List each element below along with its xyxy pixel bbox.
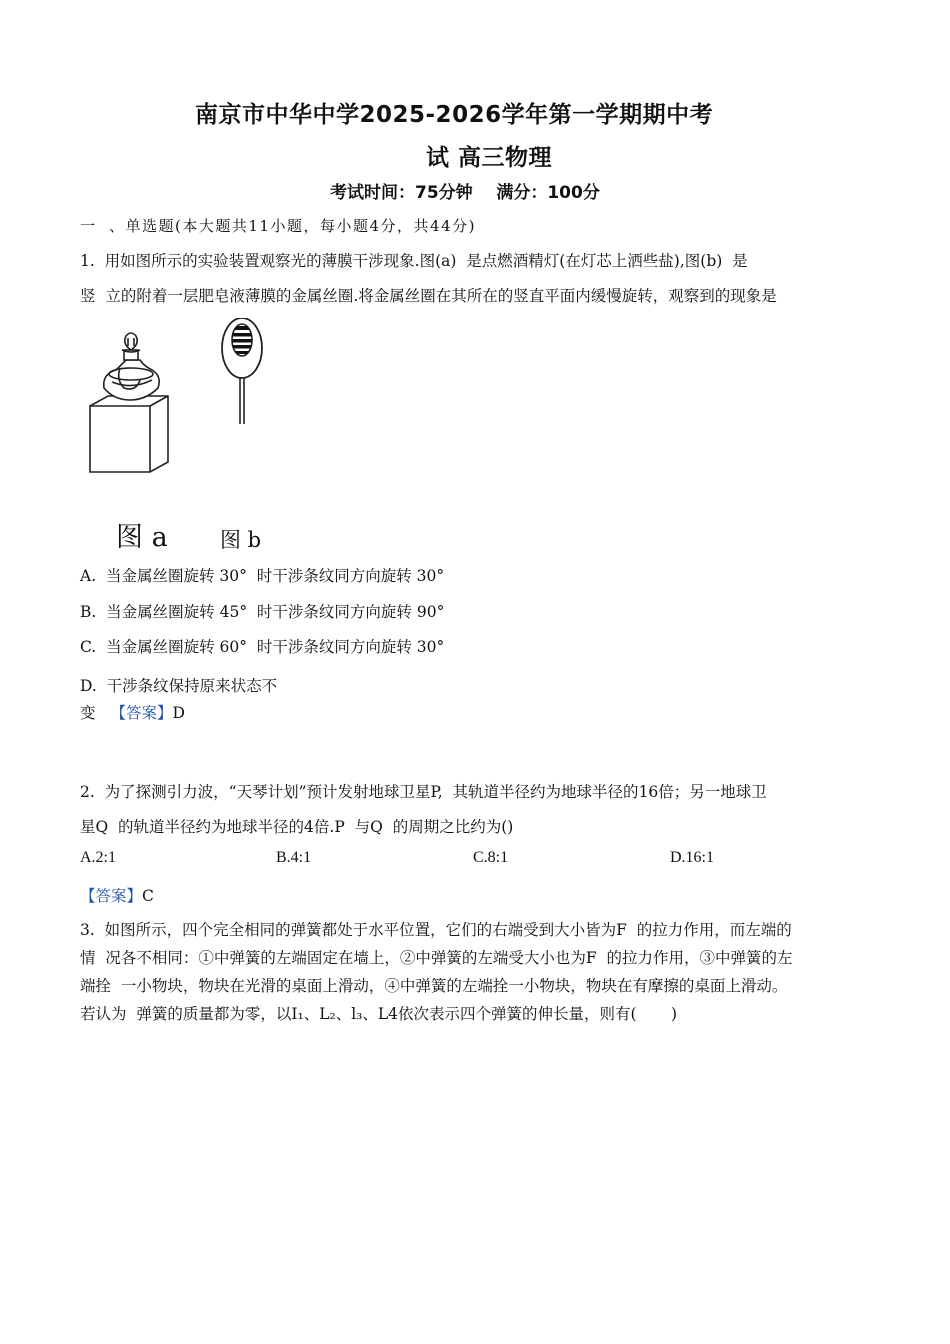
q2-stem-line2: 星Q 的轨道半径约为地球半径的4倍.P 与Q 的周期之比约为() — [80, 818, 514, 836]
exam-info: 考试时间：75分钟 满分：100分 — [330, 183, 600, 203]
q2-answer-tag: 【答案】 — [80, 887, 143, 905]
exam-title-line1: 南京市中华中学2025-2026学年第一学期期中考 — [195, 102, 714, 128]
q1-option-a: A. 当金属丝圈旋转 30° 时干涉条纹同方向旋转 30° — [80, 567, 445, 585]
q3-stem-line1: 3. 如图所示，四个完全相同的弹簧都处于水平位置，它们的右端受到大小皆为F 的拉力作用，而左端的 — [80, 921, 792, 939]
q3-stem-line3: 端拴 一小物块，物块在光滑的桌面上滑动，④中弹簧的左端拴一小物块，物块在有摩擦的桌面上滑动。 — [80, 977, 788, 995]
q1-answer-tag: 【答案】 — [110, 704, 173, 722]
q1-answer-line — [80, 703, 185, 723]
q2-option-b: B.4:1 — [276, 849, 312, 866]
alcohol-lamp-figure — [82, 330, 177, 478]
q3-stem-line2: 情 况各不相同：①中弹簧的左端固定在墙上，②中弹簧的左端受大小也为F 的拉力作用，③中弹簧的左 — [80, 949, 793, 967]
q1-answer: D — [172, 704, 185, 722]
wire-loop-figure — [219, 318, 265, 426]
figure-b-label: 图 b — [220, 528, 262, 552]
q2-answer-line — [80, 886, 154, 906]
q2-option-c: C.8:1 — [473, 849, 509, 866]
q1-stem-line1: 1. 用如图所示的实验装置观察光的薄膜干涉现象.图(a) 是点燃酒精灯(在灯芯上洒些盐),图(b) 是 — [80, 252, 748, 270]
figure-a-label: 图 a — [116, 522, 168, 553]
q1-option-c: C. 当金属丝圈旋转 60° 时干涉条纹同方向旋转 30° — [80, 638, 445, 656]
q1-option-d-cont: 变 — [80, 704, 96, 722]
q2-option-d: D.16:1 — [670, 849, 714, 866]
q2-answer: C — [142, 887, 154, 905]
q3-stem-line4: 若认为 弹簧的质量都为零，以I₁、L₂、l₃、L4依次表示四个弹簧的伸长量，则有( ) — [80, 1005, 678, 1023]
exam-title-line2: 试 高三物理 — [426, 145, 553, 171]
q1-stem-line2: 竖 立的附着一层肥皂液薄膜的金属丝圈.将金属丝圈在其所在的竖直平面内缓慢旋转，观察到的现象是 — [80, 287, 777, 305]
q1-option-d: D. 干涉条纹保持原来状态不 — [80, 677, 278, 695]
section-heading: 一 、单选题(本大题共11小题，每小题4分，共44分) — [80, 217, 476, 235]
q2-option-a: A.2:1 — [80, 849, 116, 866]
q2-stem-line1: 2. 为了探测引力波，“天琴计划”预计发射地球卫星P, 其轨道半径约为地球半径的16倍；另一地球卫 — [80, 783, 767, 801]
q1-option-b: B. 当金属丝圈旋转 45° 时干涉条纹同方向旋转 90° — [80, 603, 445, 621]
